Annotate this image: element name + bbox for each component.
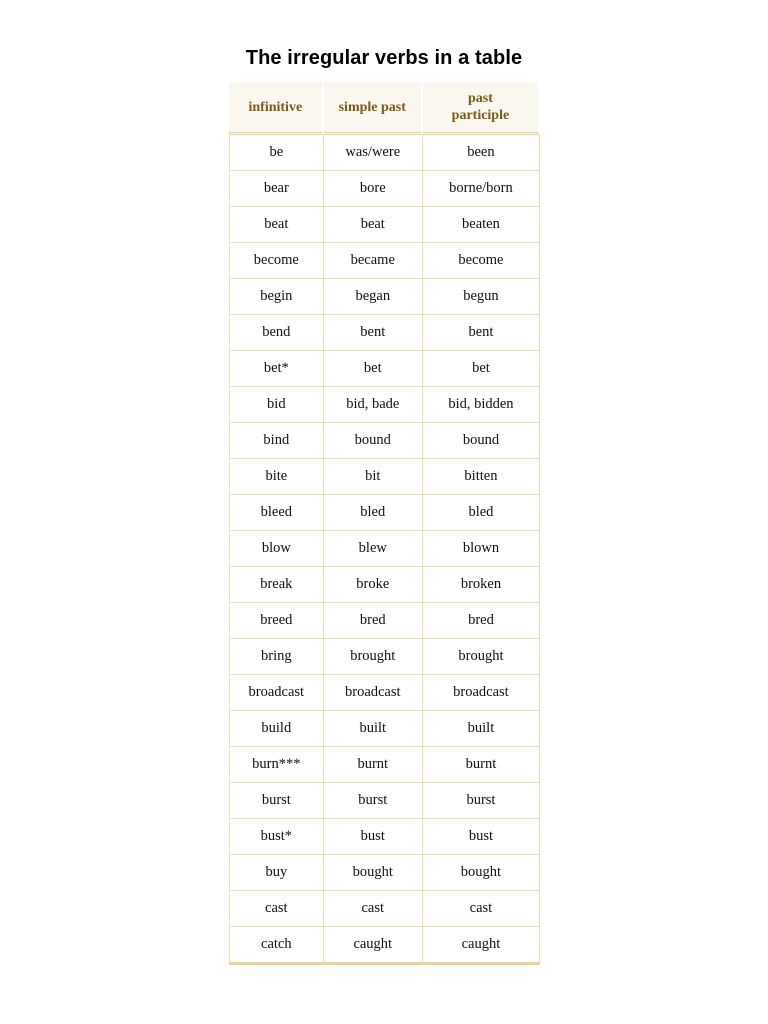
cell-infinitive: break xyxy=(229,567,324,603)
cell-simple-past: began xyxy=(324,279,423,315)
cell-simple-past: bust xyxy=(324,819,423,855)
cell-past-participle: blown xyxy=(423,531,540,567)
table-row xyxy=(229,207,540,243)
table-row xyxy=(229,783,540,819)
cell-infinitive: bear xyxy=(229,171,324,207)
table-row xyxy=(229,531,540,567)
cell-infinitive: broadcast xyxy=(229,675,324,711)
cell-infinitive: bust* xyxy=(229,819,324,855)
cell-infinitive: cast xyxy=(229,891,324,927)
cell-infinitive: bid xyxy=(229,387,324,423)
table-row xyxy=(229,495,540,531)
cell-past-participle: bled xyxy=(423,495,540,531)
header-past-participle xyxy=(423,82,540,135)
cell-past-participle: bent xyxy=(423,315,540,351)
cell-simple-past: built xyxy=(324,711,423,747)
cell-simple-past: bred xyxy=(324,603,423,639)
table-row xyxy=(229,171,540,207)
table-row xyxy=(229,279,540,315)
header-past-participle-label: past participle xyxy=(451,91,510,123)
cell-infinitive: bleed xyxy=(229,495,324,531)
cell-past-participle: bet xyxy=(423,351,540,387)
cell-infinitive: become xyxy=(229,243,324,279)
table-row xyxy=(229,891,540,927)
table-row xyxy=(229,855,540,891)
table-row xyxy=(229,387,540,423)
cell-simple-past: became xyxy=(324,243,423,279)
cell-simple-past: bore xyxy=(324,171,423,207)
table-row xyxy=(229,711,540,747)
cell-simple-past: was/were xyxy=(324,135,423,171)
cell-infinitive: beat xyxy=(229,207,324,243)
cell-infinitive: breed xyxy=(229,603,324,639)
table-row xyxy=(229,675,540,711)
cell-past-participle: burnt xyxy=(423,747,540,783)
cell-infinitive: burst xyxy=(229,783,324,819)
cell-past-participle: bitten xyxy=(423,459,540,495)
cell-simple-past: beat xyxy=(324,207,423,243)
table-row xyxy=(229,639,540,675)
cell-past-participle: bid, bidden xyxy=(423,387,540,423)
cell-past-participle: beaten xyxy=(423,207,540,243)
cell-past-participle: become xyxy=(423,243,540,279)
cell-infinitive: bite xyxy=(229,459,324,495)
table-row xyxy=(229,315,540,351)
cell-past-participle: bust xyxy=(423,819,540,855)
table-body xyxy=(229,135,540,965)
cell-infinitive: buy xyxy=(229,855,324,891)
cell-simple-past: bent xyxy=(324,315,423,351)
page-title: The irregular verbs in a table xyxy=(245,47,523,69)
cell-infinitive: build xyxy=(229,711,324,747)
cell-simple-past: blew xyxy=(324,531,423,567)
cell-past-participle: burst xyxy=(423,783,540,819)
cell-infinitive: bet* xyxy=(229,351,324,387)
cell-past-participle: caught xyxy=(423,927,540,965)
irregular-verbs-table xyxy=(229,82,540,965)
cell-past-participle: begun xyxy=(423,279,540,315)
cell-infinitive: bind xyxy=(229,423,324,459)
cell-simple-past: bit xyxy=(324,459,423,495)
cell-past-participle: broken xyxy=(423,567,540,603)
cell-past-participle: been xyxy=(423,135,540,171)
cell-simple-past: caught xyxy=(324,927,423,965)
cell-simple-past: bled xyxy=(324,495,423,531)
header-simple-past: simple past xyxy=(324,82,423,135)
cell-simple-past: burst xyxy=(324,783,423,819)
cell-infinitive: burn*** xyxy=(229,747,324,783)
cell-past-participle: bred xyxy=(423,603,540,639)
cell-infinitive: be xyxy=(229,135,324,171)
cell-past-participle: brought xyxy=(423,639,540,675)
table-header-row xyxy=(229,82,540,135)
cell-past-participle: bound xyxy=(423,423,540,459)
cell-past-participle: broadcast xyxy=(423,675,540,711)
cell-simple-past: broke xyxy=(324,567,423,603)
cell-simple-past: bid, bade xyxy=(324,387,423,423)
cell-simple-past: bound xyxy=(324,423,423,459)
cell-simple-past: broadcast xyxy=(324,675,423,711)
table-row xyxy=(229,603,540,639)
cell-simple-past: cast xyxy=(324,891,423,927)
table-row xyxy=(229,243,540,279)
cell-simple-past: bet xyxy=(324,351,423,387)
cell-infinitive: blow xyxy=(229,531,324,567)
table-row xyxy=(229,927,540,965)
cell-infinitive: catch xyxy=(229,927,324,965)
table-row xyxy=(229,135,540,171)
cell-past-participle: cast xyxy=(423,891,540,927)
table-row xyxy=(229,423,540,459)
table-row xyxy=(229,567,540,603)
cell-past-participle: bought xyxy=(423,855,540,891)
table-row xyxy=(229,747,540,783)
cell-past-participle: borne/born xyxy=(423,171,540,207)
cell-past-participle: built xyxy=(423,711,540,747)
table-row xyxy=(229,459,540,495)
header-infinitive: infinitive xyxy=(229,82,324,135)
cell-simple-past: brought xyxy=(324,639,423,675)
cell-infinitive: bend xyxy=(229,315,324,351)
cell-infinitive: begin xyxy=(229,279,324,315)
cell-infinitive: bring xyxy=(229,639,324,675)
cell-simple-past: burnt xyxy=(324,747,423,783)
table-row xyxy=(229,819,540,855)
table-row xyxy=(229,351,540,387)
cell-simple-past: bought xyxy=(324,855,423,891)
